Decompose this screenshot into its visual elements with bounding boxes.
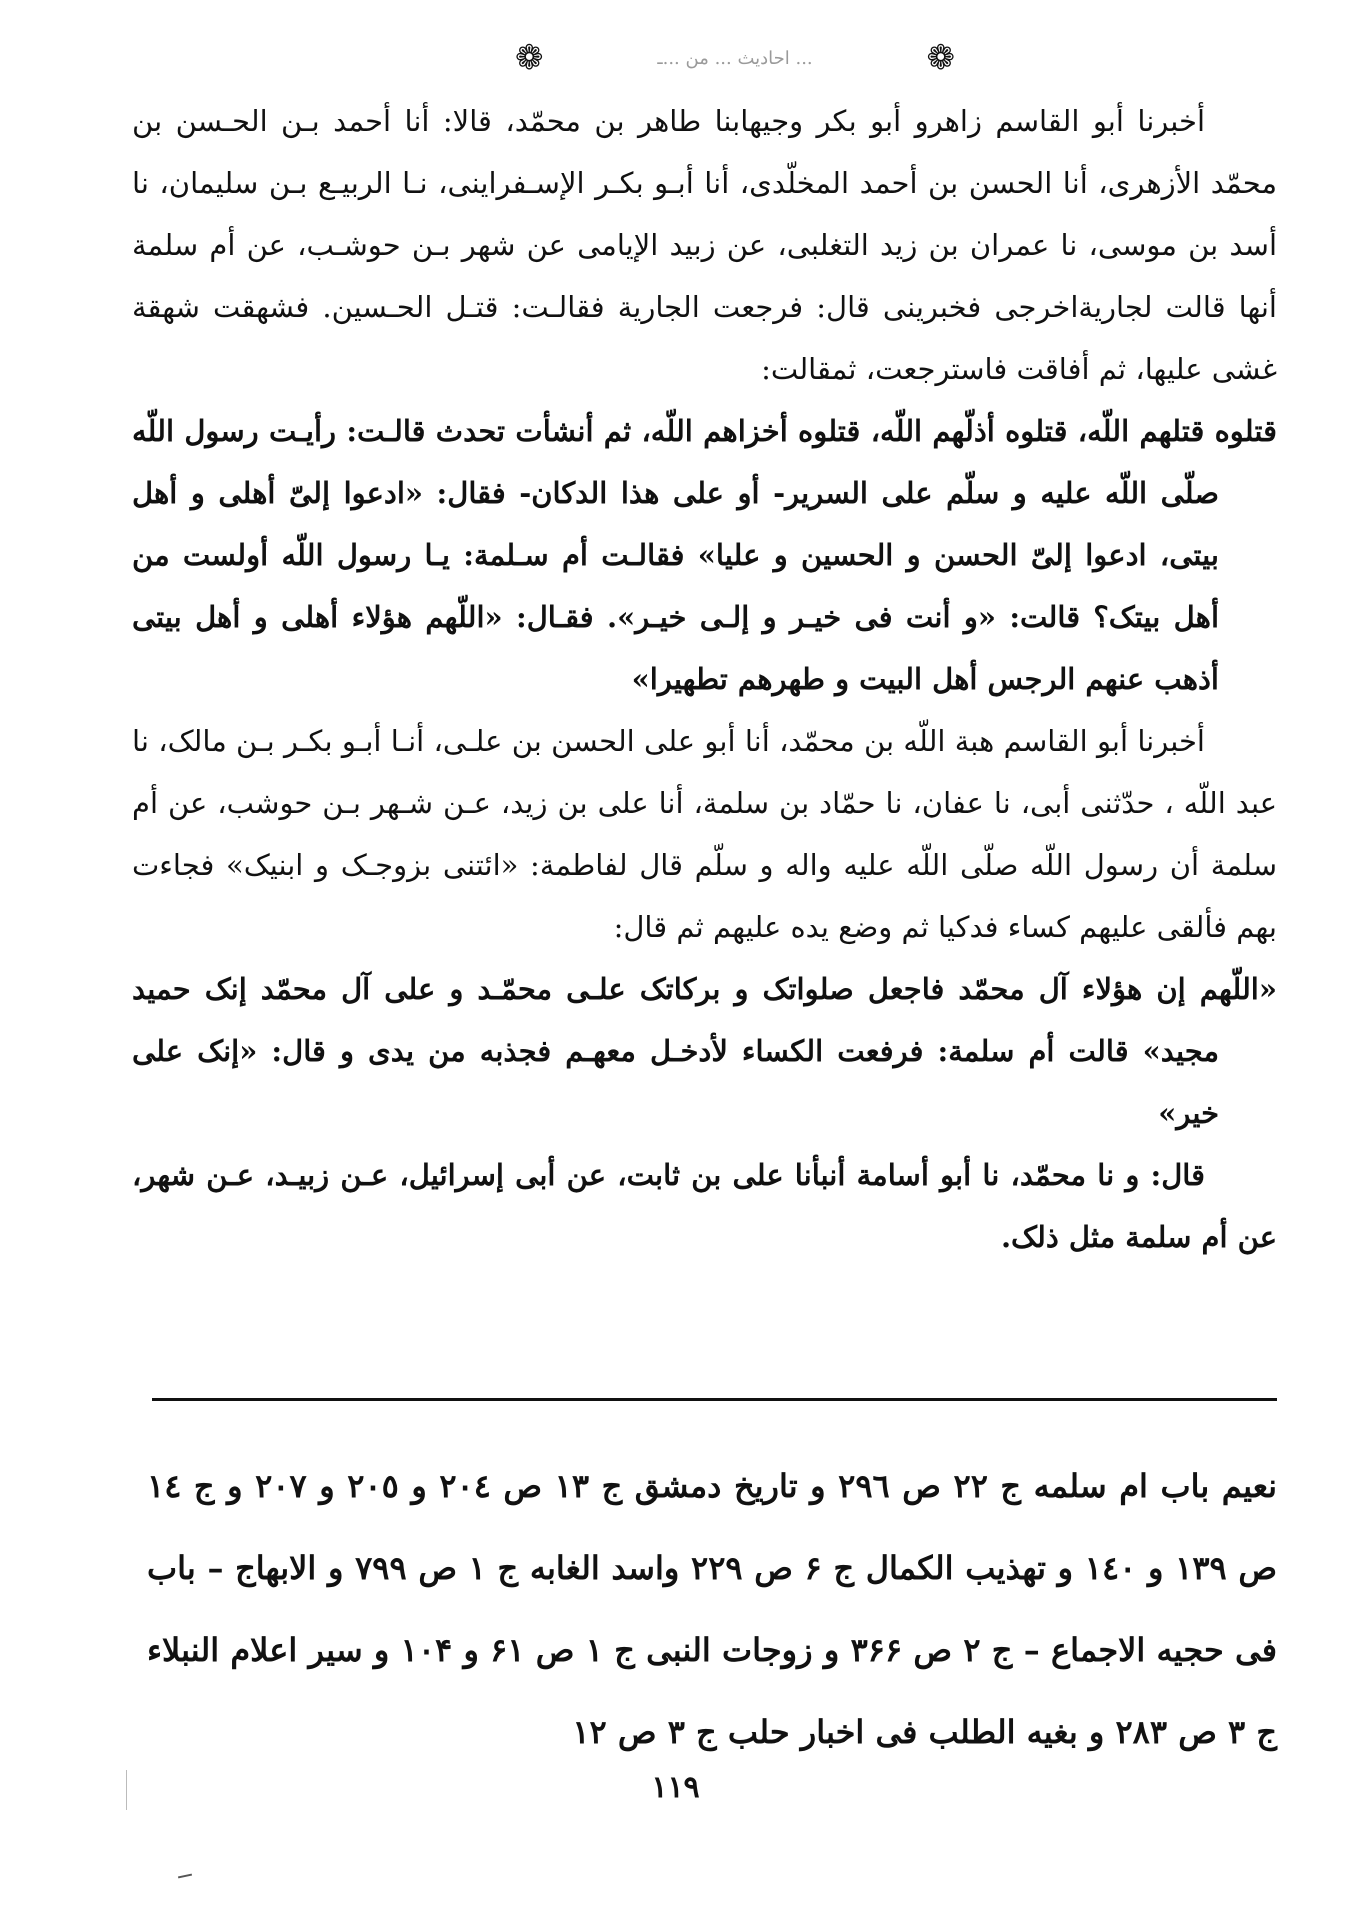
running-title: ... احادیث ... من ...ـ bbox=[657, 47, 813, 69]
body-text bbox=[132, 90, 1277, 1268]
running-head bbox=[515, 38, 955, 78]
paragraph-3: قال: و نا محمّد، نا أبو أسامة أنبأنا على بن ثابت، عن أبى إسرائيل، عـن زبيـد، عـن شهر، عن أم سلمة مثل ذلک. bbox=[132, 1158, 1277, 1254]
quote-1: قتلوه قتلهم اللّه، قتلوه أذلّهم اللّه، قتلوه أخزاهم اللّه، ثم أنشأت تحدث قالـت: رأيـت رسول اللّه صلّى اللّه عليه و سلّم على السرير- أو على هذا الدكان- فقال: «ادعوا إلىّ أهلى و أهل بيتى، ادعوا إلىّ الحسن و الحسين و عليا» فقالـت أم سـلمة: يـا رسول اللّه أولست من أهل بيتک؟ قالت: «و أنت فى خيـر و إلـى خيـر». فقـال: «اللّهم هؤلاء أهلى و أهل بيتى أذهب عنهم الرجس أهل البيت و طهرهم تطهيرا» bbox=[132, 414, 1277, 696]
footnote: نعيم باب ام سلمه ج ٢٢ ص ٢٩٦ و تاريخ دمشق ج ١٣ ص ٢٠٤ و ٢٠٥ و ٢٠٧ و ج ١٤ ص ١٣٩ و ١٤٠ و تهذيب الكمال ج ۶ ص ٢٢٩ واسد الغابه ج ١ ص ٧٩٩ و الابهاج – باب فى حجيه الاجماع – ج ٢ ص ٣۶۶ و زوجات النبى ج ١ ص ۶١ و ١٠۴ و سير اعلام النبلاء ج ٣ ص ٢٨٣ و بغيه الطلب فى اخبار حلب ج ٣ ص ١٢ bbox=[147, 1467, 1278, 1751]
page-number: ١١٩ bbox=[651, 1770, 700, 1805]
scan-edge-mark bbox=[126, 1770, 127, 1810]
paragraph-1: أخبرنا أبو القاسم زاهرو أبو بكر وجيهابنا طاهر بن محمّد، قالا: أنا أحمد بـن الحـسن بن محمّد الأزهرى، أنا الحسن بن أحمد المخلّدى، أنا أبـو بكـر الإسـفراينى، نـا الربيـع بـن سليمان، نا أسد بن موسى، نا عمران بن زيد التغلبى، عن زبيد الإيامى عن شهر بـن حوشـب، عن أم سلمة أنها قالت لجاريةاخرجى فخبرينى قال: فرجعت الجارية فقالـت: قتـل الحـسين. فشهقت شهقة غشى عليها، ثم أفاقت فاسترجعت، ثمقالت: bbox=[132, 104, 1277, 386]
footnote-divider bbox=[152, 1398, 1277, 1401]
ornament-left-icon: ❁ bbox=[515, 38, 544, 78]
quote-2: «اللّهم إن هؤلاء آل محمّد فاجعل صلواتک و بركاتک علـى محمّـد و على آل محمّد إنک حميد مجيد» قالت أم سلمة: فرفعت الكساء لأدخـل معهـم فجذبه من يدى و قال: «إنک على خير» bbox=[132, 972, 1277, 1130]
paragraph-2: أخبرنا أبو القاسم هبة اللّه بن محمّد، أنا أبو على الحسن بن علـى، أنـا أبـو بكـر بـن مالک، نا عبد اللّه ، حدّثنى أبى، نا عفان، نا حمّاد بن سلمة، أنا على بن زيد، عـن شـهر بـن حوشب، عن أم سلمة أن رسول اللّه صلّى اللّه عليه واله و سلّم قال لفاطمة: «ائتنى بزوجـک و ابنيک» فجاءت بهم فألقى عليهم كساء فدكيا ثم وضع يده عليهم ثم قال: bbox=[132, 724, 1277, 944]
ornament-right-icon: ❁ bbox=[926, 38, 955, 78]
stray-pen-mark bbox=[178, 1874, 192, 1879]
